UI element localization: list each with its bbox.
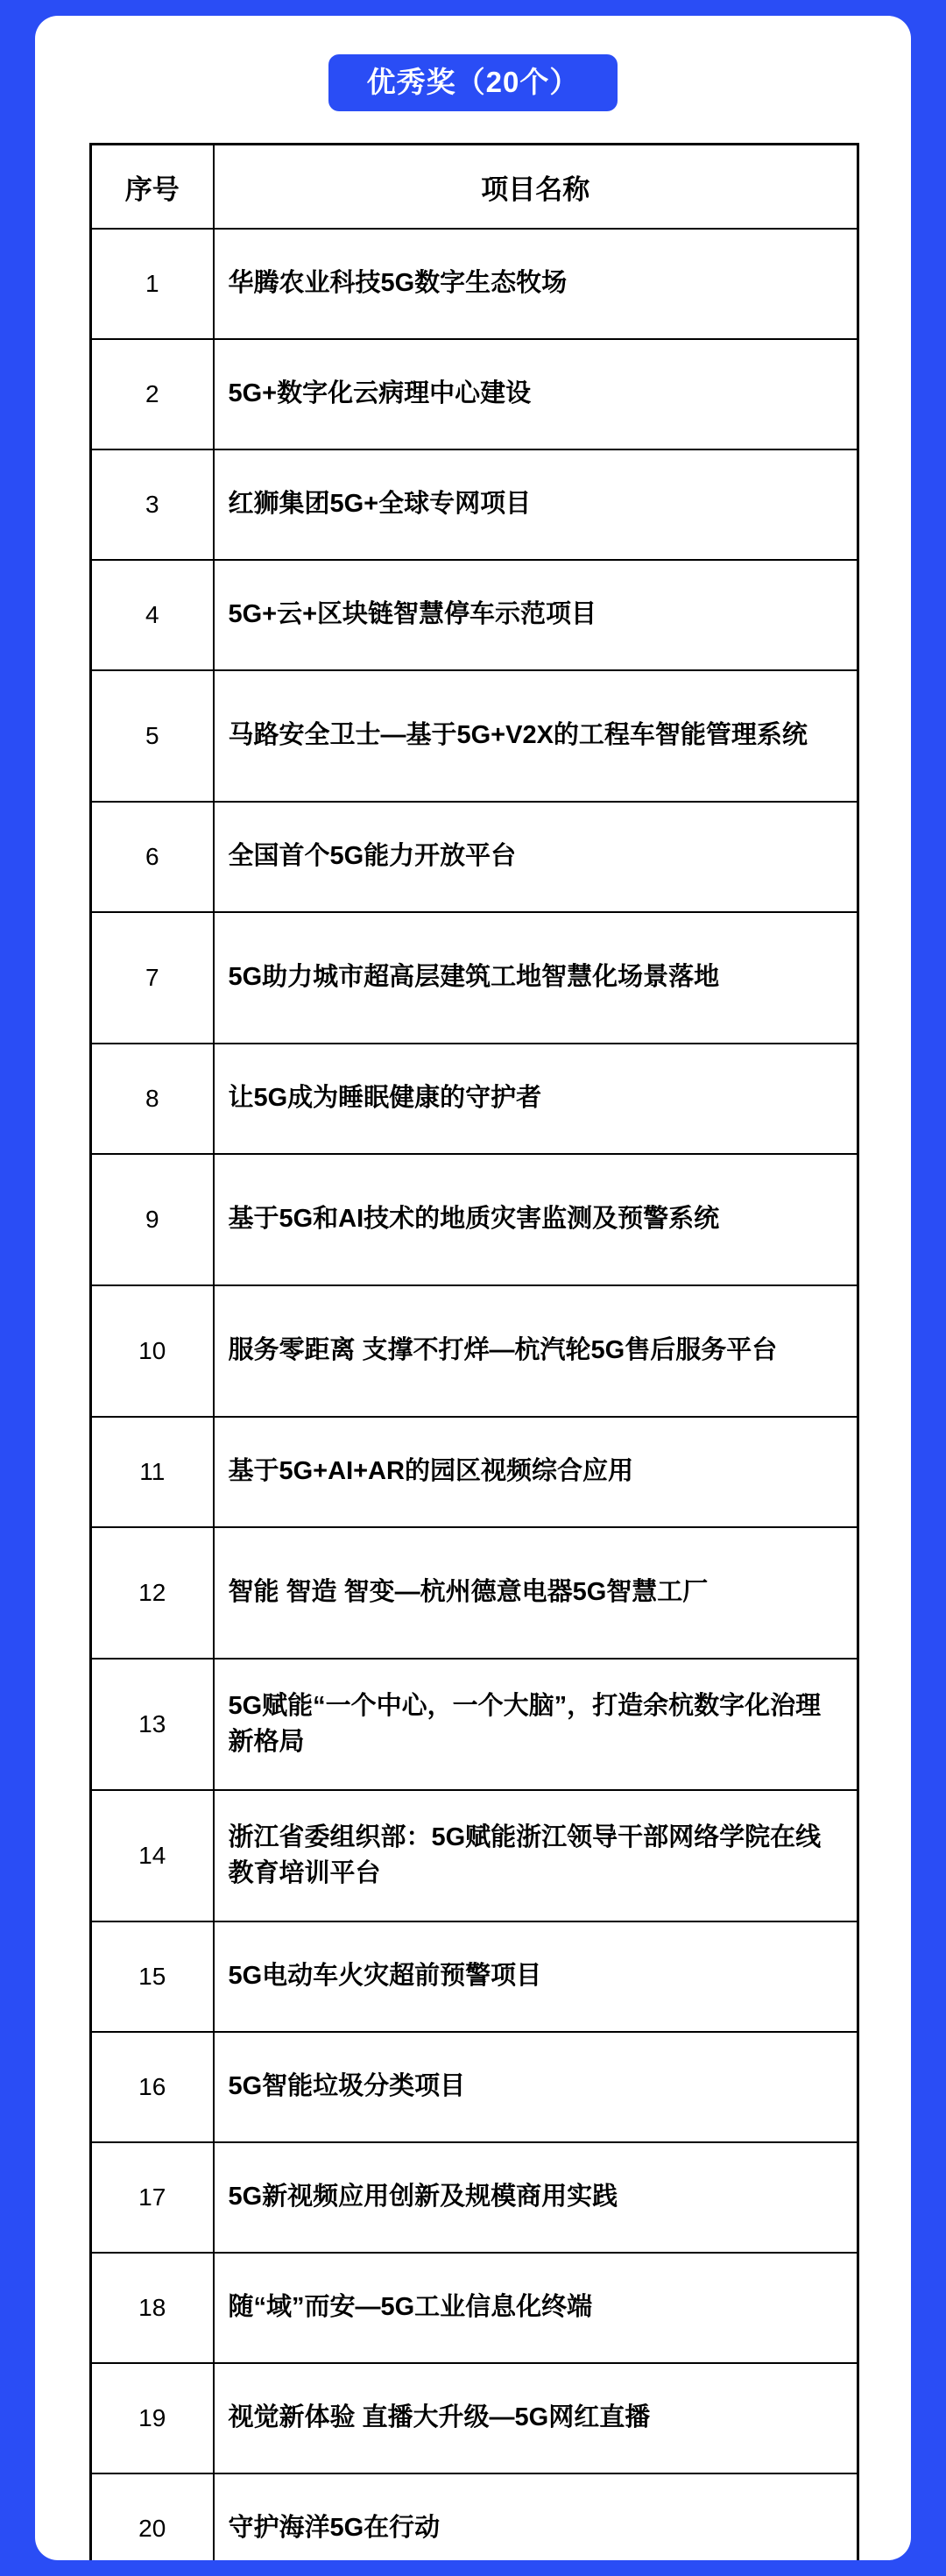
row-number: 17	[91, 2142, 214, 2253]
table-row	[91, 449, 858, 560]
table-row	[91, 1790, 858, 1921]
project-name: 5G新视频应用创新及规模商用实践	[214, 2142, 858, 2253]
table-row	[91, 1921, 858, 2032]
project-name: 随“域”而安—5G工业信息化终端	[214, 2253, 858, 2363]
table-row	[91, 912, 858, 1044]
row-number: 5	[91, 670, 214, 802]
table-row	[91, 2142, 858, 2253]
project-name: 让5G成为睡眠健康的守护者	[214, 1044, 858, 1154]
table-row	[91, 2032, 858, 2142]
row-number: 15	[91, 1921, 214, 2032]
project-name: 红狮集团5G+全球专网项目	[214, 449, 858, 560]
table-row	[91, 670, 858, 802]
project-name: 马路安全卫士—基于5G+V2X的工程车智能管理系统	[214, 670, 858, 802]
table-row	[91, 2253, 858, 2363]
badge-container	[35, 54, 911, 111]
row-number: 4	[91, 560, 214, 670]
project-name: 华腾农业科技5G数字生态牧场	[214, 229, 858, 339]
project-name: 5G+数字化云病理中心建设	[214, 339, 858, 449]
table-row	[91, 1659, 858, 1790]
project-name: 5G电动车火灾超前预警项目	[214, 1921, 858, 2032]
project-name: 5G智能垃圾分类项目	[214, 2032, 858, 2142]
table-row	[91, 560, 858, 670]
table-row	[91, 1285, 858, 1417]
award-table	[89, 143, 859, 2560]
row-number: 10	[91, 1285, 214, 1417]
project-name: 守护海洋5G在行动	[214, 2473, 858, 2560]
table-row	[91, 1044, 858, 1154]
table-row	[91, 339, 858, 449]
table-header-row	[91, 145, 858, 230]
table-row	[91, 1417, 858, 1527]
project-name: 基于5G+AI+AR的园区视频综合应用	[214, 1417, 858, 1527]
row-number: 3	[91, 449, 214, 560]
table-row	[91, 2473, 858, 2560]
row-number: 2	[91, 339, 214, 449]
table-container	[89, 143, 857, 2560]
table-row	[91, 1154, 858, 1285]
content-card	[35, 16, 911, 2560]
column-header-no: 序号	[91, 145, 214, 230]
table-row	[91, 802, 858, 912]
project-name: 5G+云+区块链智慧停车示范项目	[214, 560, 858, 670]
project-name: 智能 智造 智变—杭州德意电器5G智慧工厂	[214, 1527, 858, 1659]
row-number: 9	[91, 1154, 214, 1285]
row-number: 12	[91, 1527, 214, 1659]
project-name: 5G助力城市超高层建筑工地智慧化场景落地	[214, 912, 858, 1044]
project-name: 5G赋能“一个中心，一个大脑”，打造余杭数字化治理新格局	[214, 1659, 858, 1790]
row-number: 7	[91, 912, 214, 1044]
row-number: 20	[91, 2473, 214, 2560]
row-number: 1	[91, 229, 214, 339]
row-number: 6	[91, 802, 214, 912]
row-number: 11	[91, 1417, 214, 1527]
award-category-badge: 优秀奖（20个）	[328, 54, 618, 111]
project-name: 全国首个5G能力开放平台	[214, 802, 858, 912]
project-name: 浙江省委组织部：5G赋能浙江领导干部网络学院在线教育培训平台	[214, 1790, 858, 1921]
row-number: 14	[91, 1790, 214, 1921]
column-header-name: 项目名称	[214, 145, 858, 230]
project-name: 视觉新体验 直播大升级—5G网红直播	[214, 2363, 858, 2473]
row-number: 19	[91, 2363, 214, 2473]
project-name: 服务零距离 支撑不打烊—杭汽轮5G售后服务平台	[214, 1285, 858, 1417]
table-row	[91, 2363, 858, 2473]
row-number: 16	[91, 2032, 214, 2142]
row-number: 8	[91, 1044, 214, 1154]
table-row	[91, 229, 858, 339]
table-row	[91, 1527, 858, 1659]
project-name: 基于5G和AI技术的地质灾害监测及预警系统	[214, 1154, 858, 1285]
row-number: 13	[91, 1659, 214, 1790]
row-number: 18	[91, 2253, 214, 2363]
